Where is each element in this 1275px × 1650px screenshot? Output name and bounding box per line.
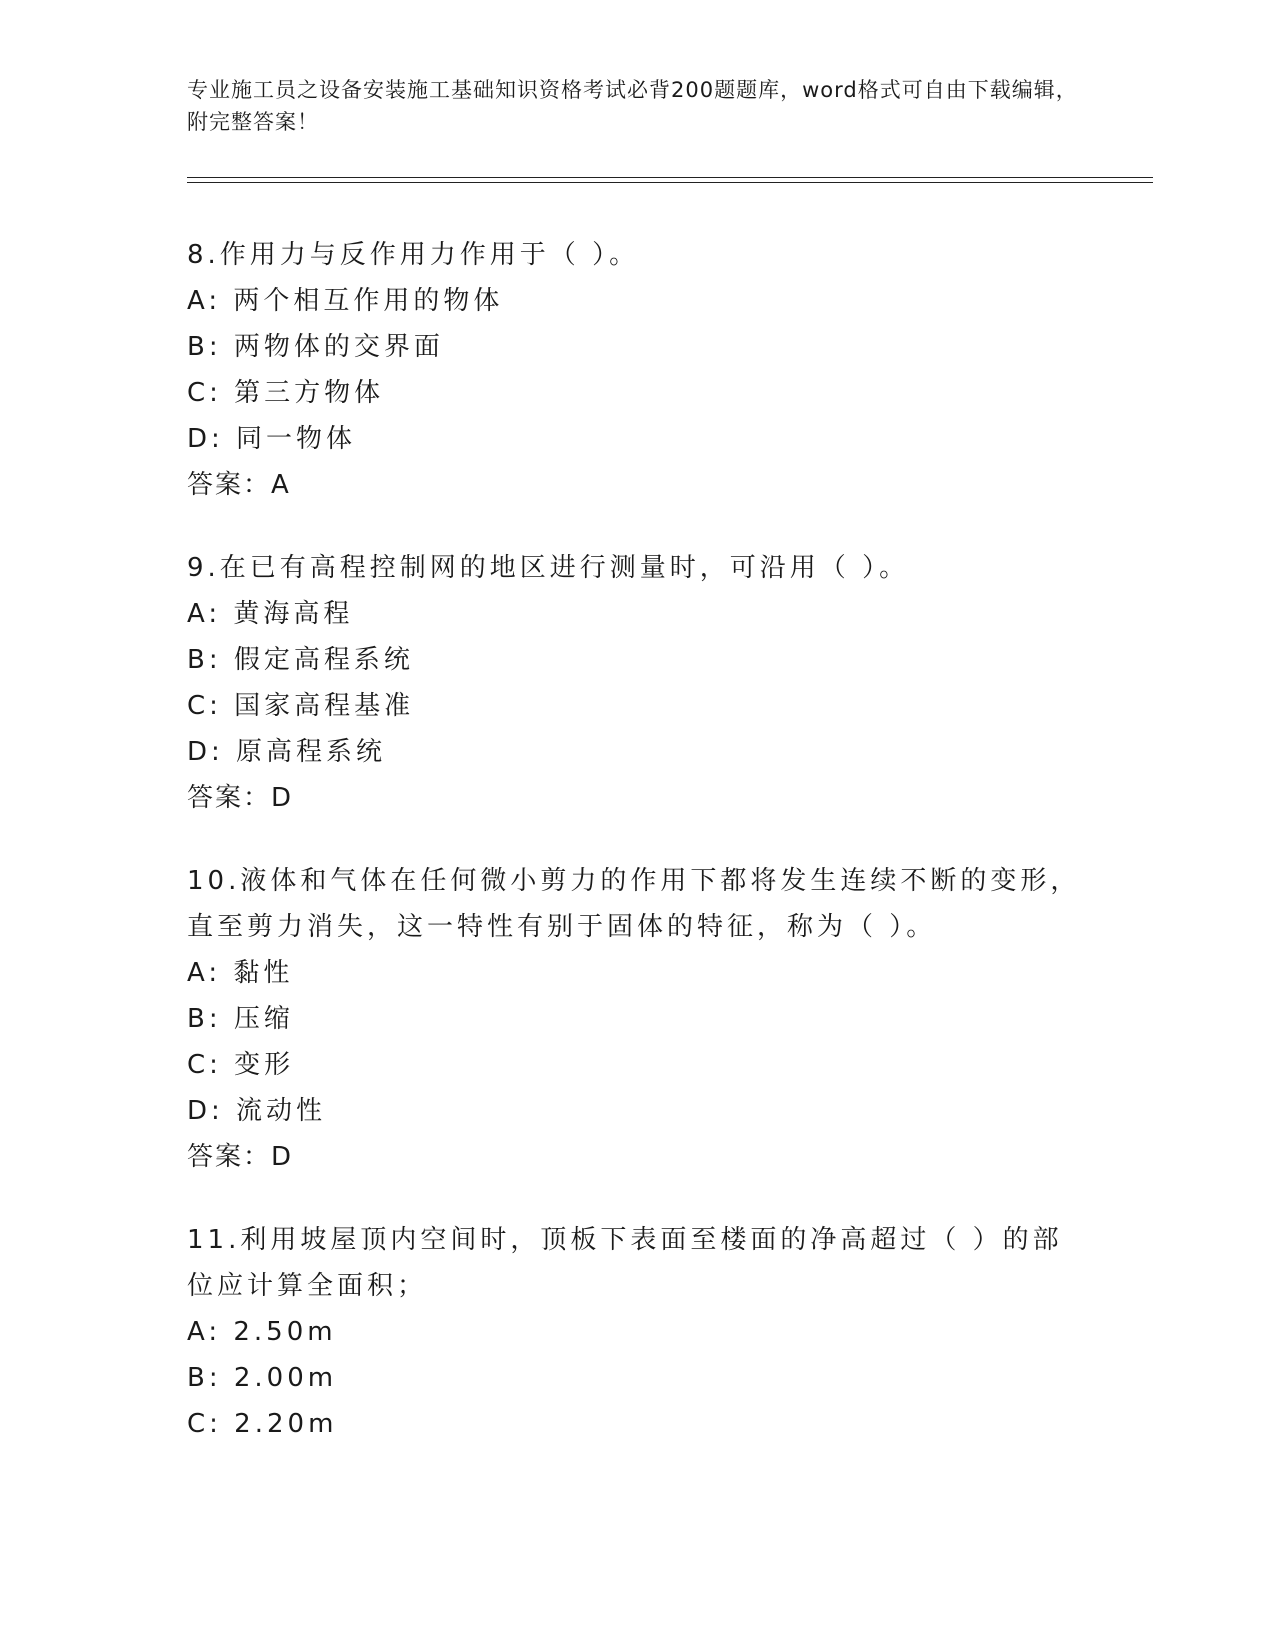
question-list — [187, 232, 1087, 1484]
option-c: C: 2.20m — [187, 1409, 338, 1439]
option-c: C: 国家高程基准 — [187, 691, 415, 721]
question-stem: 9.在已有高程控制网的地区进行测量时，可沿用（ ）。 — [187, 553, 910, 583]
answer-line: 答案：D — [187, 1142, 294, 1172]
option-b: B: 压缩 — [187, 1004, 294, 1034]
option-a: A: 黄海高程 — [187, 599, 354, 629]
question-stem: 11.利用坡屋顶内空间时，顶板下表面至楼面的净高超过（ ）的部位应计算全面积； — [187, 1225, 1063, 1301]
question-8 — [187, 232, 1087, 508]
answer-line: 答案：A — [187, 470, 291, 500]
option-c: C: 变形 — [187, 1050, 295, 1080]
option-c: C: 第三方物体 — [187, 378, 385, 408]
document-header: 专业施工员之设备安装施工基础知识资格考试必背200题题库，word格式可自由下载编辑，附完整答案！ — [187, 78, 1078, 134]
header-divider-bottom — [187, 182, 1153, 183]
option-b: B: 假定高程系统 — [187, 645, 414, 675]
option-a: A: 黏性 — [187, 958, 294, 988]
option-a: A: 2.50m — [187, 1317, 337, 1347]
question-9 — [187, 545, 1087, 821]
option-d: D: 流动性 — [187, 1096, 327, 1126]
option-b: B: 2.00m — [187, 1363, 338, 1393]
header-divider-top — [187, 177, 1153, 178]
question-11 — [187, 1217, 1087, 1447]
option-d: D: 原高程系统 — [187, 737, 387, 767]
question-10 — [187, 858, 1087, 1180]
answer-line: 答案：D — [187, 783, 294, 813]
question-stem: 10.液体和气体在任何微小剪力的作用下都将发生连续不断的变形，直至剪力消失，这一特性有别于固体的特征，称为（ ）。 — [187, 866, 1081, 942]
question-stem: 8.作用力与反作用力作用于（ ）。 — [187, 240, 640, 270]
option-d: D: 同一物体 — [187, 424, 357, 454]
option-a: A: 两个相互作用的物体 — [187, 286, 504, 316]
option-b: B: 两物体的交界面 — [187, 332, 444, 362]
